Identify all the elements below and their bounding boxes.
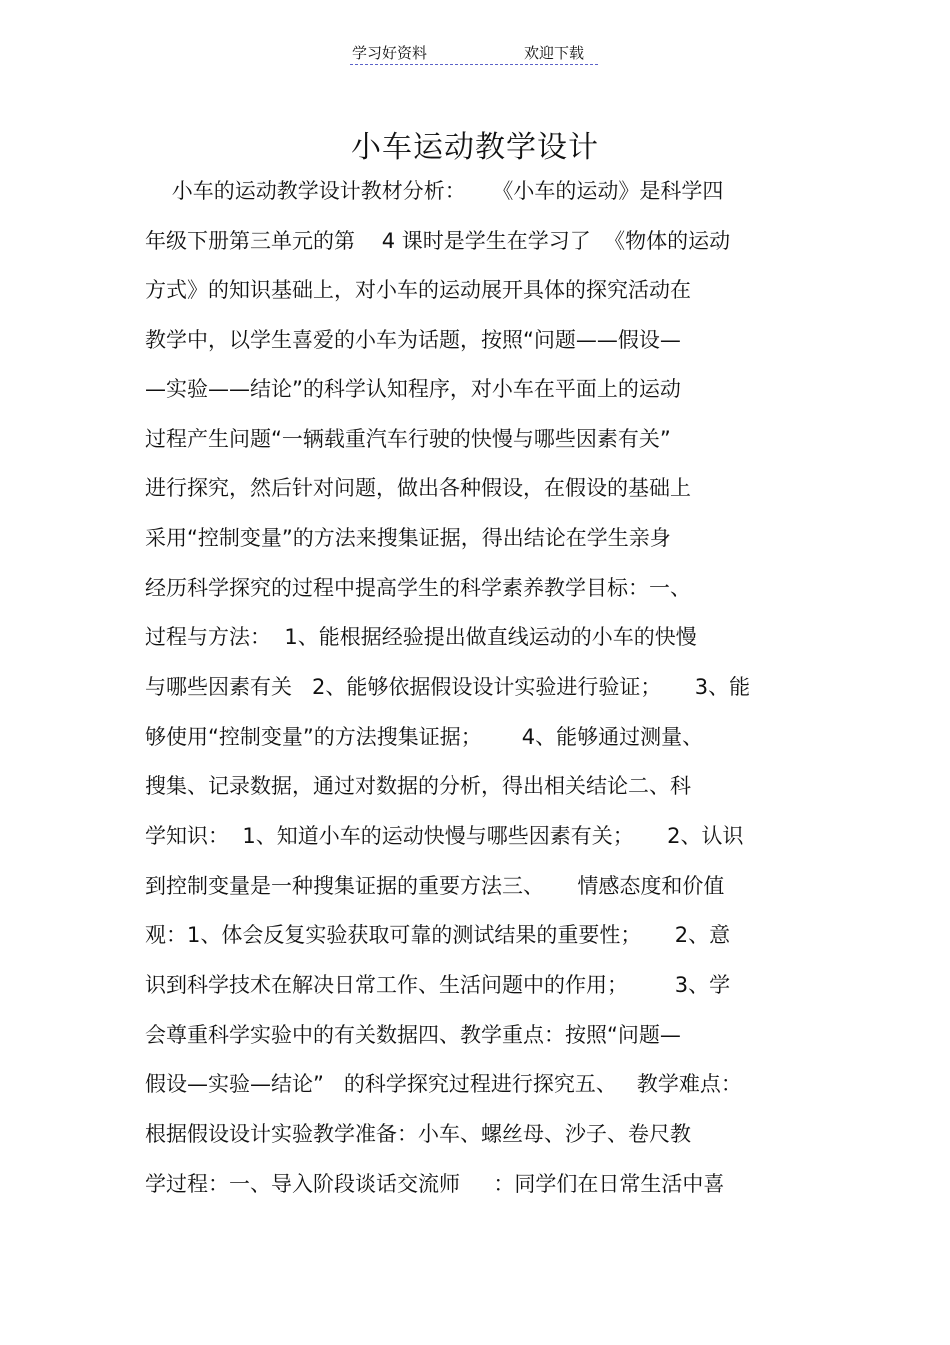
body-line: 采用“控制变量”的方法来搜集证据，得出结论在学生亲身 — [145, 526, 671, 550]
header-left-text: 学习好资料 — [352, 44, 428, 62]
body-line: 学知识： 1、知道小车的运动快慢与哪些因素有关； 2、认识 — [145, 824, 744, 848]
body-line: 小车的运动教学设计教材分析： 《小车的运动》是科学四 — [145, 179, 724, 203]
body-line: 过程产生问题“一辆载重汽车行驶的快慢与哪些因素有关” — [145, 427, 671, 451]
body-line: 会尊重科学实验中的有关数据四、教学重点：按照“问题— — [145, 1023, 681, 1047]
body-line: 到控制变量是一种搜集证据的重要方法三、 情感态度和价值 — [145, 874, 725, 898]
body-line: 过程与方法： 1、能根据经验提出做直线运动的小车的快慢 — [145, 625, 697, 649]
header-right-text: 欢迎下载 — [524, 44, 585, 62]
body-line: —实验——结论”的科学认知程序，对小车在平面上的运动 — [145, 377, 681, 401]
body-line: 学过程：一、导入阶段谈话交流师 ：同学们在日常生活中喜 — [145, 1172, 725, 1196]
body-line: 年级下册第三单元的第 4 课时是学生在学习了 《物体的运动 — [145, 229, 731, 253]
body-line: 搜集、记录数据，通过对数据的分析，得出相关结论二、科 — [145, 774, 691, 798]
document-title: 小车运动教学设计 — [351, 130, 599, 165]
body-line: 方式》的知识基础上，对小车的运动展开具体的探究活动在 — [145, 278, 691, 302]
page-header — [350, 40, 598, 65]
body-line: 观：1、体会反复实验获取可靠的测试结果的重要性； 2、意 — [145, 923, 731, 947]
body-line: 经历科学探究的过程中提高学生的科学素养教学目标：一、 — [145, 576, 691, 600]
body-line: 与哪些因素有关 2、能够依据假设设计实验进行验证； 3、能 — [145, 675, 751, 699]
body-line: 教学中，以学生喜爱的小车为话题，按照“问题——假设— — [145, 328, 681, 352]
body-line: 根据假设设计实验教学准备：小车、螺丝母、沙子、卷尺教 — [145, 1122, 691, 1146]
body-line: 假设—实验—结论” 的科学探究过程进行探究五、 教学难点： — [145, 1072, 742, 1096]
body-line: 识到科学技术在解决日常工作、生活问题中的作用； 3、学 — [145, 973, 731, 997]
body-line: 够使用“控制变量”的方法搜集证据； 4、能够通过测量、 — [145, 725, 704, 749]
body-line: 进行探究，然后针对问题，做出各种假设，在假设的基础上 — [145, 476, 691, 500]
